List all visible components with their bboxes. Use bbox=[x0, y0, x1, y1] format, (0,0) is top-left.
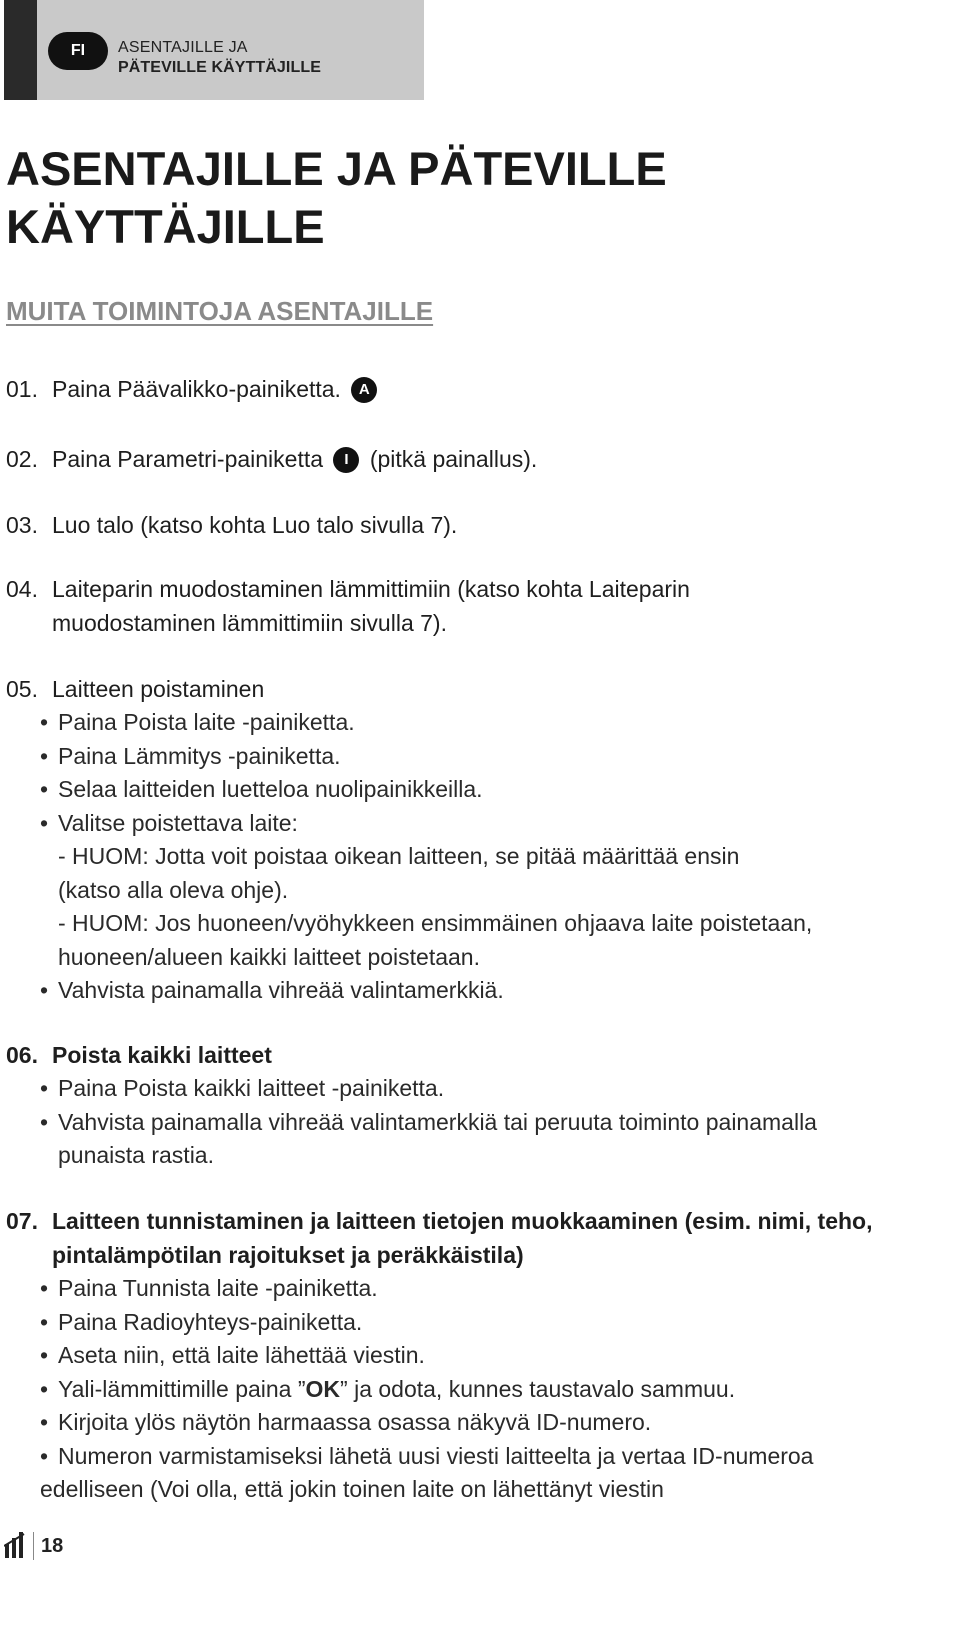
section-label-line2: PÄTEVILLE KÄYTTÄJILLE bbox=[118, 59, 321, 76]
list-item-text: ” ja odota, kunnes taustavalo sammuu. bbox=[340, 1375, 736, 1402]
step-text: Poista kaikki laitteet bbox=[52, 1042, 272, 1068]
step-text-continued: pintalämpötilan rajoitukset ja peräkkäistila) bbox=[52, 1242, 524, 1268]
page-title-line2: KÄYTTÄJILLE bbox=[6, 200, 325, 253]
list-item: • Selaa laitteiden luetteloa nuolipainikkeilla. bbox=[40, 773, 812, 807]
step-number: 02. bbox=[6, 446, 38, 472]
step-text-after: (pitkä painallus). bbox=[369, 446, 538, 472]
step-05 bbox=[6, 672, 264, 706]
list-item: • Vahvista painamalla vihreää valintamerkkiä. bbox=[40, 974, 812, 1008]
button-i-icon: I bbox=[333, 447, 359, 473]
step-05-bullets bbox=[40, 706, 812, 1008]
section-label bbox=[118, 38, 321, 78]
list-item: • Kirjoita ylös näytön harmaassa osassa näkyvä ID-numero. bbox=[40, 1406, 813, 1440]
list-item: • Paina Lämmitys -painiketta. bbox=[40, 740, 812, 774]
step-text: Paina Parametri-painiketta bbox=[52, 446, 324, 472]
list-item: • Aseta niin, että laite lähettää viestin. bbox=[40, 1339, 813, 1373]
list-item-note: (katso alla oleva ohje). bbox=[58, 876, 289, 903]
step-number: 04. bbox=[6, 576, 38, 602]
language-badge: FI bbox=[48, 32, 108, 70]
list-item: • Paina Poista kaikki laitteet -painiketta. bbox=[40, 1072, 817, 1106]
step-03 bbox=[6, 508, 457, 542]
step-text: Luo talo (katso kohta Luo talo sivulla 7). bbox=[52, 512, 458, 538]
step-07 bbox=[6, 1204, 873, 1272]
step-text: Laiteparin muodostaminen lämmittimiin (katso kohta Laiteparin bbox=[52, 576, 690, 602]
list-item-continued: edelliseen (Voi olla, että jokin toinen laite on lähettänyt viestin bbox=[40, 1476, 664, 1502]
list-item: • Paina Tunnista laite -painiketta. bbox=[40, 1272, 813, 1306]
step-04 bbox=[6, 572, 690, 640]
list-item: • Paina Poista laite -painiketta. bbox=[40, 706, 812, 740]
section-label-line1: ASENTAJILLE JA bbox=[118, 39, 248, 56]
step-number: 07. bbox=[6, 1208, 38, 1234]
list-item-continued: punaista rastia. bbox=[58, 1142, 214, 1168]
step-06-bullets bbox=[40, 1072, 817, 1173]
step-01 bbox=[6, 372, 381, 406]
step-text: Paina Päävalikko-painiketta. bbox=[52, 376, 341, 402]
button-a-icon: A bbox=[351, 377, 377, 403]
section-subtitle: MUITA TOIMINTOJA ASENTAJILLE bbox=[6, 296, 434, 326]
page-title-line1: ASENTAJILLE JA PÄTEVILLE bbox=[6, 142, 667, 195]
page-title bbox=[6, 140, 667, 256]
step-text: Laitteen poistaminen bbox=[52, 676, 265, 702]
list-item: • Vahvista painamalla vihreää valintamerkkiä tai peruuta toiminto painamalla bbox=[40, 1106, 817, 1140]
list-item-note: - HUOM: Jotta voit poistaa oikean laitteen, se pitää määrittää ensin bbox=[58, 843, 740, 869]
list-item-text: Yali-lämmittimille paina ” bbox=[58, 1375, 306, 1402]
list-item: • Valitse poistettava laite: bbox=[40, 807, 812, 841]
ok-key-label: OK bbox=[305, 1375, 341, 1402]
step-07-bullets bbox=[40, 1272, 813, 1507]
list-item bbox=[40, 1373, 813, 1407]
list-item-note: - HUOM: Jos huoneen/vyöhykkeen ensimmäinen ohjaava laite poistetaan, bbox=[58, 910, 813, 936]
step-02 bbox=[6, 442, 537, 476]
step-number: 03. bbox=[6, 512, 38, 538]
step-number: 01. bbox=[6, 376, 38, 402]
step-number: 05. bbox=[6, 676, 38, 702]
list-item: • Paina Radioyhteys-painiketta. bbox=[40, 1306, 813, 1340]
step-06 bbox=[6, 1038, 272, 1072]
list-item-note: huoneen/alueen kaikki laitteet poistetaan. bbox=[58, 943, 480, 970]
brand-logo-icon bbox=[4, 1530, 30, 1560]
step-text-continued: muodostaminen lämmittimiin sivulla 7). bbox=[52, 610, 447, 636]
footer-divider bbox=[33, 1532, 34, 1560]
step-number: 06. bbox=[6, 1042, 38, 1068]
step-text: Laitteen tunnistaminen ja laitteen tietojen muokkaaminen (esim. nimi, teho, bbox=[52, 1208, 873, 1234]
list-item: • Numeron varmistamiseksi lähetä uusi viesti laitteelta ja vertaa ID-numeroa bbox=[40, 1440, 813, 1474]
page-number: 18 bbox=[41, 1535, 64, 1557]
header-accent-bar bbox=[4, 0, 37, 100]
